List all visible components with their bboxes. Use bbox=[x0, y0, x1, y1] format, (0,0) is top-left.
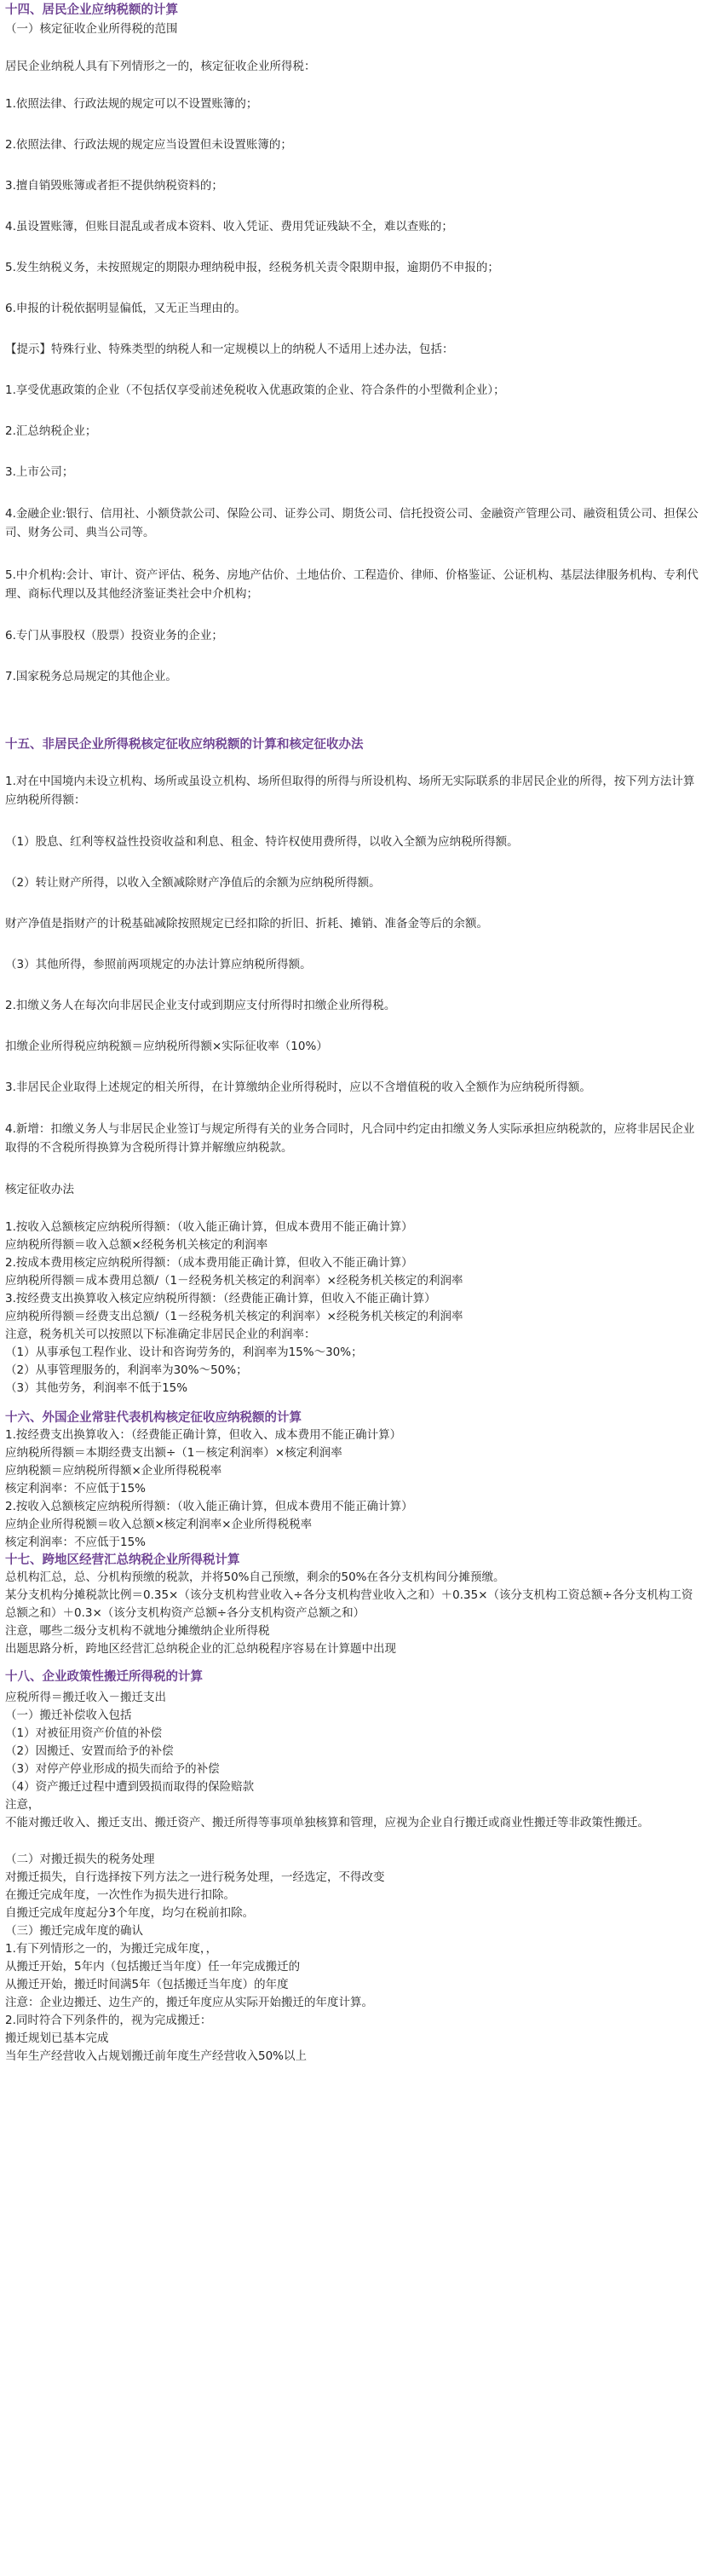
section-15-method: 2.按成本费用核定应纳税所得额：（成本费用能正确计算，但收入不能正确计算） bbox=[5, 1256, 413, 1270]
section-14-tip-item: 5.中介机构:会计、审计、资产评估、税务、房地产估价、土地估价、工程造价、律师、价格鉴证、公证机构、基层法律服务机构、专利代理、商标代理以及其他经济鉴证类社会中介机构； bbox=[5, 568, 699, 601]
section-15-method: 3.按经费支出换算收入核定应纳税所得额：（经费能正确计算，但收入不能正确计算） bbox=[5, 1292, 436, 1305]
section-14-item: 6.申报的计税依据明显偏低，又无正当理由的。 bbox=[5, 302, 246, 315]
section-14-item: 1.依照法律、行政法规的规定可以不设置账簿的； bbox=[5, 97, 258, 111]
section-18-item: （3）对停产停业形成的损失而给予的补偿 bbox=[5, 1762, 220, 1776]
section-15-method: （1）从事承包工程作业、设计和咨询劳务的，利润率为15%～30%； bbox=[5, 1346, 363, 1359]
section-17-title: 十七、跨地区经营汇总纳税企业所得税计算 bbox=[5, 1553, 240, 1567]
section-15-method: （2）从事管理服务的，利润率为30%～50%； bbox=[5, 1363, 248, 1377]
section-18-item: 从搬迁开始，5年内（包括搬迁当年度）任一年完成搬迁的 bbox=[5, 1960, 301, 1974]
section-16-item: 应纳税所得额＝本期经费支出额÷（1－核定利润率）×核定利润率 bbox=[5, 1446, 342, 1460]
section-14-tip-item: 4.金融企业:银行、信用社、小额贷款公司、保险公司、证券公司、期货公司、信托投资公司、金融资产管理公司、融资租赁公司、担保公司、财务公司、典当公司等。 bbox=[5, 507, 699, 539]
section-15-method: 应纳税所得额＝成本费用总额/（1－经税务机关核定的利润率）×经税务机关核定的利润率 bbox=[5, 1274, 463, 1288]
section-18-item: 不能对搬迁收入、搬迁支出、搬迁资产、搬迁所得等事项单独核算和管理，应视为企业自行搬迁或商业性搬迁等非政策性搬迁。 bbox=[5, 1816, 649, 1830]
section-16-item: 1.按经费支出换算收入：（经费能正确计算，但收入、成本费用不能正确计算） bbox=[5, 1428, 402, 1442]
section-14-tip-item: 3.上市公司； bbox=[5, 465, 74, 479]
section-15-item: （3）其他所得，参照前两项规定的办法计算应纳税所得额。 bbox=[5, 958, 312, 971]
section-18-item: 在搬迁完成年度，一次性作为损失进行扣除。 bbox=[5, 1888, 235, 1902]
section-15-method: （3）其他劳务，利润率不低于15% bbox=[5, 1381, 188, 1395]
section-18-item: （三）搬迁完成年度的确认 bbox=[5, 1924, 143, 1938]
section-14-title: 十四、居民企业应纳税额的计算 bbox=[5, 3, 178, 17]
section-18-item: 对搬迁损失，自行选择按下列方法之一进行税务处理，一经选定，不得改变 bbox=[5, 1870, 385, 1884]
section-14-item: 3.擅自销毁账簿或者拒不提供纳税资料的； bbox=[5, 179, 223, 193]
section-15-item: 2.扣缴义务人在每次向非居民企业支付或到期应支付所得时扣缴企业所得税。 bbox=[5, 999, 396, 1012]
section-18-item: 搬迁规划已基本完成 bbox=[5, 2031, 109, 2045]
section-15-item: 4.新增：扣缴义务人与非居民企业签订与规定所得有关的业务合同时，凡合同中约定由扣缴义务人实际承担应纳税款的，应将非居民企业取得的不含税所得换算为含税所得计算并解缴应纳税款。 bbox=[5, 1122, 695, 1155]
section-16-item: 核定利润率：不应低于15% bbox=[5, 1482, 147, 1495]
section-15-method: 应纳税所得额＝经费支出总额/（1－经税务机关核定的利润率）×经税务机关核定的利润率 bbox=[5, 1310, 463, 1323]
section-15-title: 十五、非居民企业所得税核定征收应纳税额的计算和核定征收办法 bbox=[5, 738, 364, 752]
section-15-item: 1.对在中国境内未设立机构、场所或虽设立机构、场所但取得的所得与所设机构、场所无实际联系的非居民企业的所得，按下列方法计算应纳税所得额： bbox=[5, 775, 695, 807]
section-16-item: 应纳税额＝应纳税所得额×企业所得税税率 bbox=[5, 1464, 222, 1478]
section-18-item: （二）对搬迁损失的税务处理 bbox=[5, 1853, 155, 1866]
section-18-item: 注意：企业边搬迁、边生产的，搬迁年度应从实际开始搬迁的年度计算。 bbox=[5, 1996, 373, 2009]
section-17-item: 总机构汇总，总、分机构预缴的税款，并将50%自己预缴，剩余的50%在各分支机构间分摊预缴。 bbox=[5, 1570, 505, 1584]
section-18-item: 从搬迁开始，搬迁时间满5年（包括搬迁当年度）的年度 bbox=[5, 1978, 289, 1991]
section-16-item: 应纳企业所得税额＝收入总额×核定利润率×企业所得税税率 bbox=[5, 1518, 313, 1531]
section-17-item: 出题思路分析，跨地区经营汇总纳税企业的汇总纳税程序容易在计算题中出现 bbox=[5, 1642, 396, 1656]
section-18-title: 十八、企业政策性搬迁所得税的计算 bbox=[5, 1670, 203, 1684]
section-14-item: 4.虽设置账簿，但账目混乱或者成本资料、收入凭证、费用凭证残缺不全，难以查账的； bbox=[5, 220, 453, 233]
section-14-sub1: （一）核定征收企业所得税的范围 bbox=[5, 22, 178, 36]
section-14-item: 2.依照法律、行政法规的规定应当设置但未设置账簿的； bbox=[5, 138, 292, 152]
section-18-item: 1.有下列情形之一的，为搬迁完成年度，， bbox=[5, 1942, 218, 1956]
section-18-item: 注意， bbox=[5, 1798, 40, 1812]
section-14-tip-item: 2.汇总纳税企业； bbox=[5, 424, 97, 438]
section-15-item: （1）股息、红利等权益性投资收益和利息、租金、特许权使用费所得，以收入全额为应纳税所得额。 bbox=[5, 835, 519, 849]
section-14-tip: 【提示】特殊行业、特殊类型的纳税人和一定规模以上的纳税人不适用上述办法，包括： bbox=[5, 343, 454, 356]
section-15-method-title: 核定征收办法 bbox=[5, 1183, 74, 1196]
section-16-item: 2.按收入总额核定应纳税所得额：（收入能正确计算，但成本费用不能正确计算） bbox=[5, 1500, 413, 1513]
section-17-item: 注意，哪些二级分支机构不就地分摊缴纳企业所得税 bbox=[5, 1624, 270, 1638]
section-18-item: （1）对被征用资产价值的补偿 bbox=[5, 1726, 163, 1740]
section-14-tip-item: 1.享受优惠政策的企业（不包括仅享受前述免税收入优惠政策的企业、符合条件的小型微利企业）； bbox=[5, 383, 505, 397]
section-18-item: （一）搬迁补偿收入包括 bbox=[5, 1709, 132, 1722]
section-18-item: （4）资产搬迁过程中遭到毁损而取得的保险赔款 bbox=[5, 1780, 255, 1794]
section-18-item: 应税所得＝搬迁收入－搬迁支出 bbox=[5, 1691, 166, 1704]
section-18-item: 自搬迁完成年度起分3个年度，均匀在税前扣除。 bbox=[5, 1906, 255, 1920]
section-16-title: 十六、外国企业常驻代表机构核定征收应纳税额的计算 bbox=[5, 1411, 302, 1425]
section-15-method: 注意，税务机关可以按照以下标准确定非居民企业的利润率： bbox=[5, 1328, 316, 1341]
section-15-item: 财产净值是指财产的计税基础减除按照规定已经扣除的折旧、折耗、摊销、准备金等后的余额。 bbox=[5, 917, 488, 931]
section-15-method: 应纳税所得额＝收入总额×经税务机关核定的利润率 bbox=[5, 1238, 268, 1252]
section-18-item: 2.同时符合下列条件的，视为完成搬迁： bbox=[5, 2014, 212, 2027]
section-18-item: （2）因搬迁、安置而给予的补偿 bbox=[5, 1744, 174, 1758]
section-15-method: 1.按收入总额核定应纳税所得额：（收入能正确计算，但成本费用不能正确计算） bbox=[5, 1220, 413, 1234]
section-14-item: 5.发生纳税义务，未按照规定的期限办理纳税申报，经税务机关责令限期申报，逾期仍不申报的； bbox=[5, 261, 499, 274]
section-16-item: 核定利润率：不应低于15% bbox=[5, 1536, 147, 1549]
section-14-tip-item: 7.国家税务总局规定的其他企业。 bbox=[5, 670, 177, 683]
section-18-item: 当年生产经营收入占规划搬迁前年度生产经营收入50%以上 bbox=[5, 2049, 308, 2063]
section-15-item: 3.非居民企业取得上述规定的相关所得，在计算缴纳企业所得税时，应以不含增值税的收入全额作为应纳税所得额。 bbox=[5, 1081, 591, 1094]
section-15-item: 扣缴企业所得税应纳税额＝应纳税所得额×实际征收率（10%） bbox=[5, 1040, 328, 1053]
section-15-item: （2）转让财产所得，以收入全额减除财产净值后的余额为应纳税所得额。 bbox=[5, 876, 381, 890]
section-17-item: 某分支机构分摊税款比例＝0.35×（该分支机构营业收入÷各分支机构营业收入之和）＋0.35×（该分支机构工资总额÷各分支机构工资总额之和）＋0.3×（该分支机构资产总额÷各分支机构资产总额之和） bbox=[5, 1588, 693, 1620]
section-14-tip-item: 6.专门从事股权（股票）投资业务的企业； bbox=[5, 629, 223, 643]
section-14-intro: 居民企业纳税人具有下列情形之一的，核定征收企业所得税： bbox=[5, 60, 316, 73]
